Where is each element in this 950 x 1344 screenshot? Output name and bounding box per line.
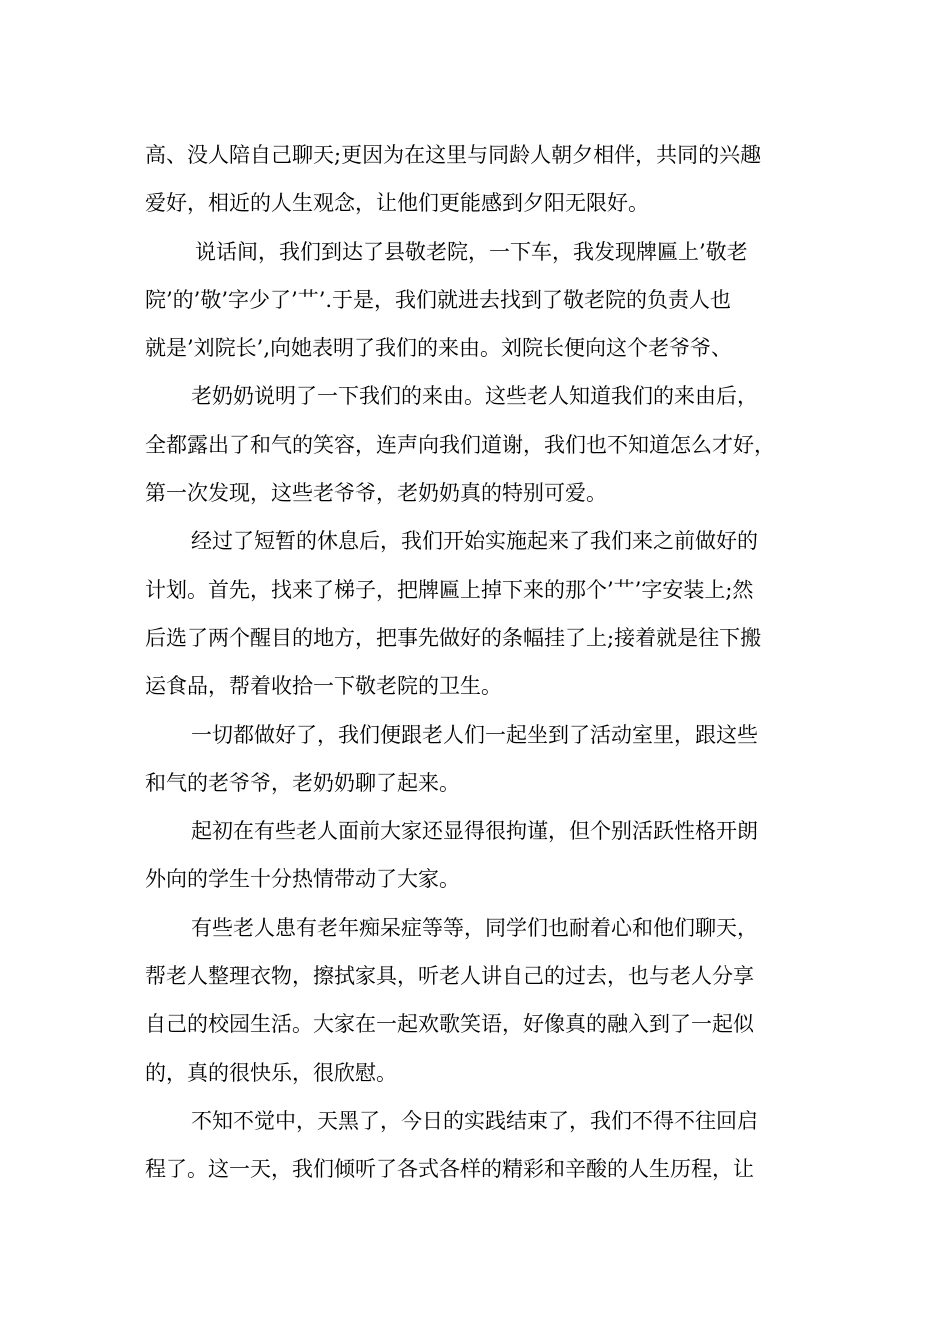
body-text [145, 131, 825, 1194]
text-line: 院’的’敬’字少了’艹’.于是，我们就进去找到了敬老院的负责人也 [145, 287, 732, 312]
text-line: 爱好，相近的人生观念，让他们更能感到夕阳无限好。 [145, 191, 649, 216]
text-line: 和气的老爷爷，老奶奶聊了起来。 [145, 770, 460, 795]
text-line: 运食品，帮着收拾一下敬老院的卫生。 [145, 674, 502, 699]
text-line: 帮老人整理衣物，擦拭家具，听老人讲自己的过去，也与老人分享 [145, 964, 754, 989]
text-line: 自己的校园生活。大家在一起欢歌笑语，好像真的融入到了一起似 [145, 1012, 754, 1037]
text-line: 的，真的很快乐，很欣慰。 [145, 1060, 397, 1085]
text-line: 就是’刘院长’,向她表明了我们的来由。刘院长便向这个老爷爷、 [145, 336, 733, 361]
text-line: 说话间，我们到达了县敬老院，一下车，我发现牌匾上’敬老 [195, 239, 748, 264]
text-line: 经过了短暂的休息后，我们开始实施起来了我们来之前做好的 [191, 529, 758, 554]
text-line: 外向的学生十分热情带动了大家。 [145, 867, 460, 892]
text-line: 一切都做好了，我们便跟老人们一起坐到了活动室里，跟这些 [191, 722, 758, 747]
text-line: 程了。这一天，我们倾听了各式各样的精彩和辛酸的人生历程，让 [145, 1157, 754, 1182]
text-line: 后选了两个醒目的地方，把事先做好的条幅挂了上;接着就是往下搬 [145, 625, 762, 650]
text-line: 高、没人陪自己聊天;更因为在这里与同龄人朝夕相伴，共同的兴趣 [145, 143, 762, 167]
text-line: 起初在有些老人面前大家还显得很拘谨，但个别活跃性格开朗 [191, 819, 758, 844]
text-line: 有些老人患有老年痴呆症等等，同学们也耐着心和他们聊天， [191, 915, 758, 940]
text-line: 计划。首先，找来了梯子，把牌匾上掉下来的那个’艹’字安装上;然 [145, 577, 754, 602]
text-line: 第一次发现，这些老爷爷，老奶奶真的特别可爱。 [145, 481, 607, 506]
text-line: 老奶奶说明了一下我们的来由。这些老人知道我们的来由后， [191, 384, 758, 409]
text-line: 不知不觉中，天黑了，今日的实践结束了，我们不得不往回启 [191, 1108, 758, 1133]
text-line: 全都露出了和气的笑容，连声向我们道谢，我们也不知道怎么才好， [145, 432, 775, 457]
